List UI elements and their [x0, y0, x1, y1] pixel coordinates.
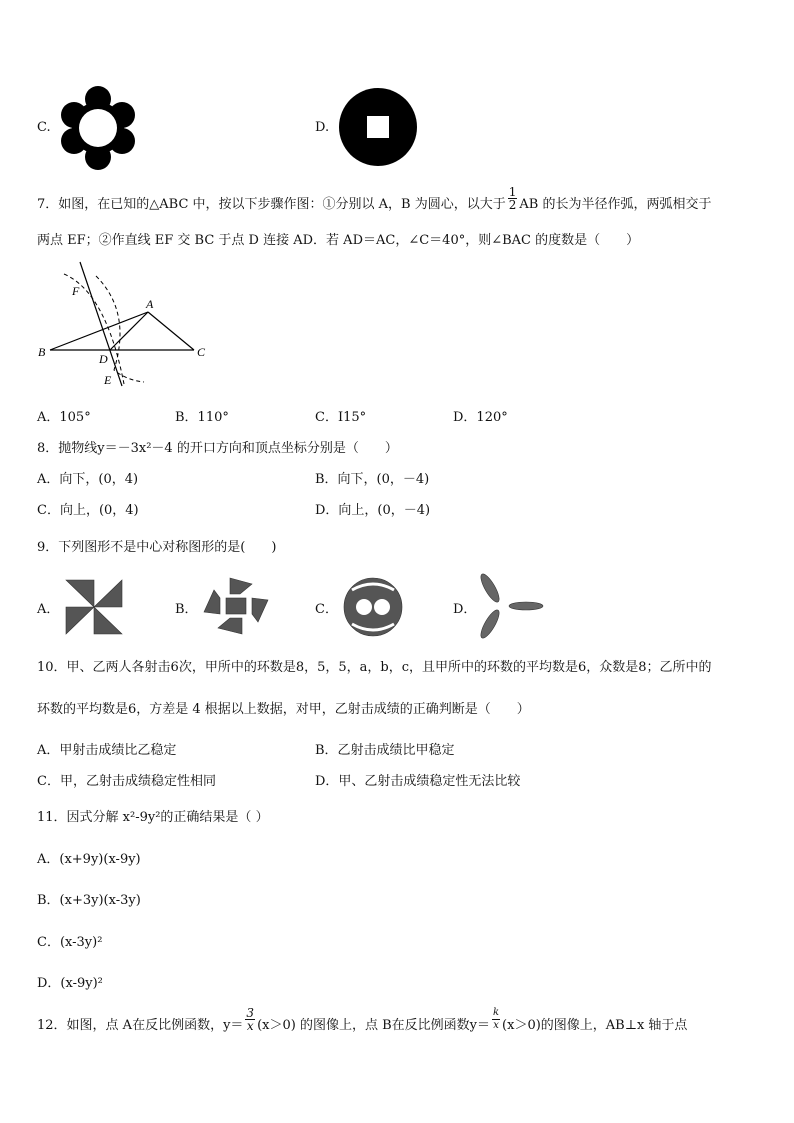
q7-stem-line1: 7．如图，在已知的△ABC 中，按以下步骤作图：①分别以 A，B 为圆心，以大于 $\frac{1}{2}$ AB 的长为半径作弧，两弧相交于: [37, 185, 712, 212]
q8-option-d: D．向上，(0，－4): [315, 503, 431, 518]
q9-option-d-label: D．: [453, 602, 477, 617]
q7-option-b: B．110°: [175, 410, 229, 425]
q7-option-c: C．I15°: [315, 410, 367, 425]
q6-option-d-label: D.: [315, 120, 330, 135]
q11-option-c: C．(x-3y)²: [37, 935, 103, 950]
q6-flower-figure: [58, 85, 138, 171]
q7-label-f: F: [72, 284, 80, 298]
q10-option-d: D．甲、乙射击成绩稳定性无法比较: [315, 774, 521, 789]
q7-label-d: D: [99, 352, 108, 366]
q6-option-c-label: C.: [37, 120, 51, 135]
q12-stem: 12．如图，点 A在反比例函数，y＝ $\frac{3}{x}$ (x＞0) 的图像上，点 B在反比例函数y＝ $\frac{k}{x}$ (x＞0)的图像上，AB⊥x 轴于点: [37, 1006, 688, 1033]
q10-option-a: A．甲射击成绩比乙稳定: [37, 743, 177, 758]
q11-stem: 11．因式分解 x²-9y²的正确结果是（ ）: [37, 810, 269, 825]
q9-stem: 9．下列图形不是中心对称图形的是( ): [37, 540, 277, 555]
q9-option-b-label: B．: [175, 602, 198, 617]
q10-stem-line1: 10．甲、乙两人各射击6次，甲所中的环数是8，5，5，a，b，c，且甲所中的环数的平均数是6，众数是8；乙所中的: [37, 660, 712, 675]
q7-label-c: C: [197, 345, 206, 359]
q7-stem-line2: 两点 EF；②作直线 EF 交 BC 于点 D 连接 AD．若 AD＝AC，∠C＝40°，则∠BAC 的度数是（ ）: [37, 233, 640, 248]
q11-option-a: A．(x+9y)(x-9y): [37, 852, 141, 867]
q7-label-e: E: [104, 373, 112, 387]
q9-propeller-figure: [474, 572, 548, 642]
q10-option-c: C．甲，乙射击成绩稳定性相同: [37, 774, 216, 789]
q8-option-c: C．向上，(0，4): [37, 503, 139, 518]
q7-option-d: D．120°: [453, 410, 508, 425]
q7-label-a: A: [146, 297, 154, 311]
q7-triangle-figure: [36, 252, 216, 392]
q9-circle-figure: [340, 576, 406, 638]
q6-coin-figure: [338, 86, 418, 168]
q9-pinwheel-figure: [64, 578, 124, 636]
q9-squares-figure: [202, 576, 270, 636]
q8-stem: 8．抛物线y＝－3x²－4 的开口方向和顶点坐标分别是（ ）: [37, 441, 398, 456]
q7-label-b: B: [38, 345, 46, 359]
q8-option-a: A．向下，(0，4): [37, 472, 139, 487]
q11-option-d: D．(x-9y)²: [37, 976, 103, 991]
q8-option-b: B．向下，(0，－4): [315, 472, 430, 487]
q11-option-b: B．(x+3y)(x-3y): [37, 893, 141, 908]
q9-option-c-label: C．: [315, 602, 338, 617]
q10-stem-line2: 环数的平均数是6，方差是 4 根据以上数据，对甲，乙射击成绩的正确判断是（ ）: [37, 702, 530, 717]
q9-option-a-label: A．: [37, 602, 60, 617]
q7-option-a: A．105°: [37, 410, 91, 425]
q10-option-b: B．乙射击成绩比甲稳定: [315, 743, 455, 758]
